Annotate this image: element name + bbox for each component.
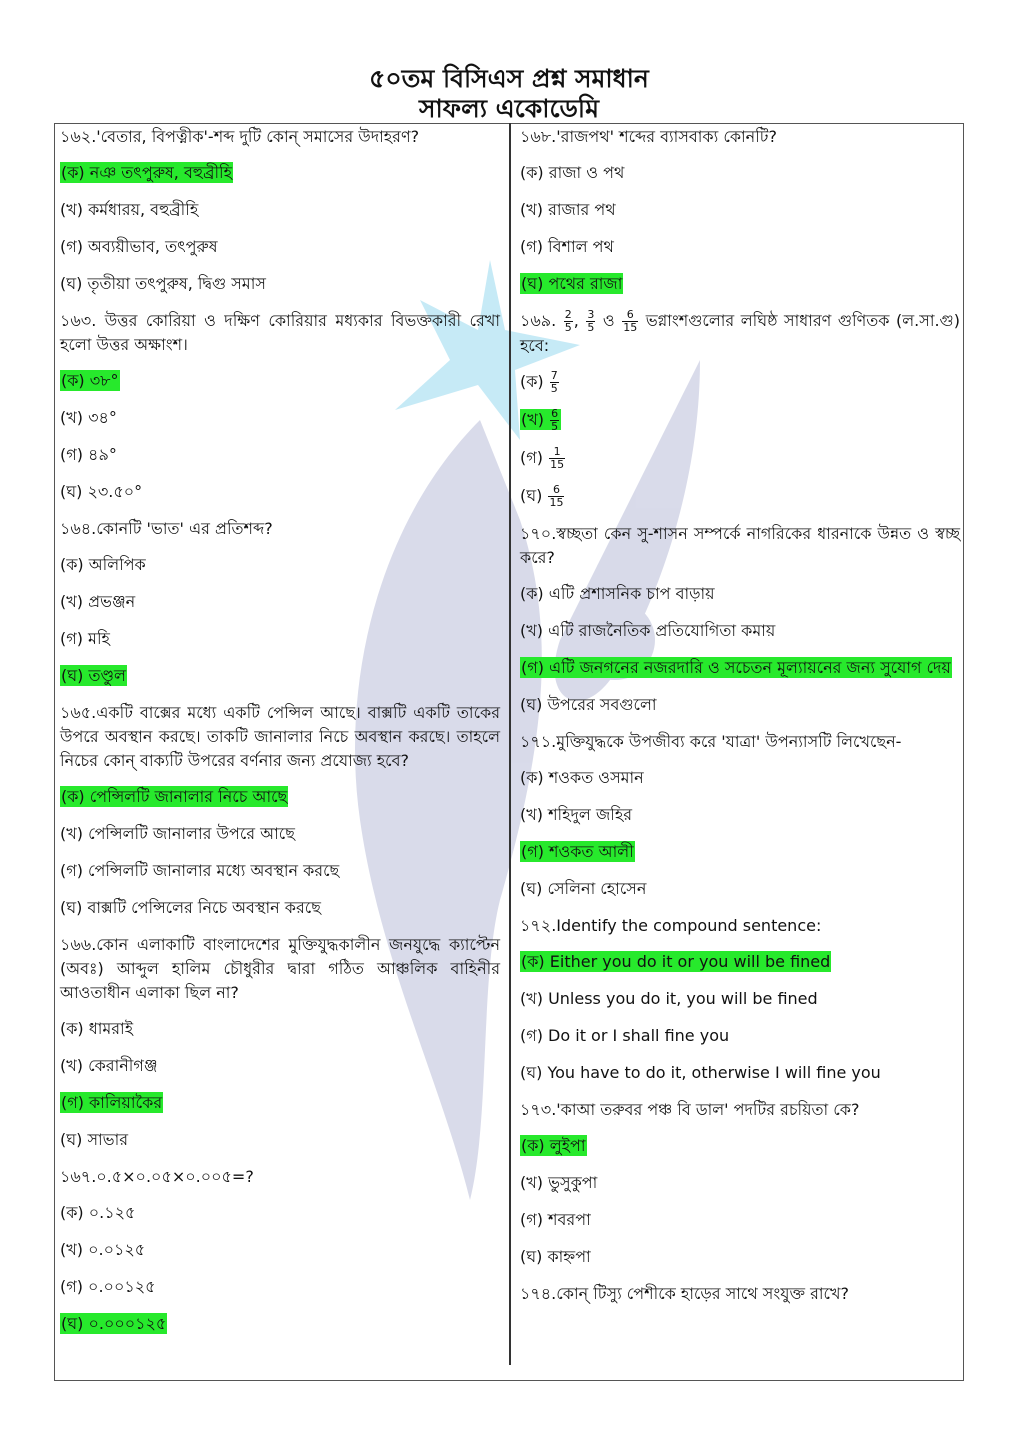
right-column [520, 125, 960, 1318]
option-167-b: (খ) ০.০১২৫ [60, 1240, 146, 1259]
option-170-a: (ক) এটি প্রশাসনিক চাপ বাড়ায় [520, 584, 715, 603]
question-170: ১৭০.স্বচ্ছতা কেন সু-শাসন সম্পর্কে নাগরিকের ধারনাকে উন্নত ও স্বচ্ছ করে? [520, 524, 960, 567]
option-169-d: (ঘ) $\frac{6}{15}$ [520, 483, 564, 509]
option-169-b: (খ) $\frac{6}{5}$ [520, 408, 960, 433]
option-170-d: (ঘ) উপরের সবগুলো [520, 695, 657, 714]
option-170-b: (খ) এটি রাজনৈতিক প্রতিযোগিতা কমায় [520, 621, 776, 640]
question-168: ১৬৮.'রাজপথ' শব্দের ব্যাসবাক্য কোনটি? [520, 127, 778, 146]
option-167-a: (ক) ০.১২৫ [60, 1203, 136, 1222]
left-column [60, 125, 500, 1349]
option-164-c: (গ) মহি [60, 629, 110, 648]
question-164: ১৬৪.কোনটি 'ভাত' এর প্রতিশব্দ? [60, 519, 273, 538]
option-165-b: (খ) পেন্সিলটি জানালার উপরে আছে [60, 824, 295, 843]
option-169-a: (ক) $\frac{7}{5}$ [520, 369, 558, 395]
option-165-c: (গ) পেন্সিলটি জানালার মধ্যে অবস্থান করছে [60, 861, 340, 880]
option-166-a: (ক) ধামরাই [60, 1019, 134, 1038]
question-169-text: ভগ্নাংশগুলোর লঘিষ্ঠ সাধারণ গুণিতক (ল.সা.গু) হবে: [520, 311, 960, 355]
option-162-c: (গ) অব্যয়ীভাব, তৎপুরুষ [60, 237, 218, 256]
option-164-b: (খ) প্রভঞ্জন [60, 592, 136, 611]
option-164-a: (ক) অলিপিক [60, 555, 146, 574]
option-164-d: (ঘ) তণ্ডুল [61, 666, 126, 685]
page-title: ৫০তম বিসিএস প্রশ্ন সমাধান [369, 64, 649, 93]
option-173-a: (ক) লুইপা [521, 1136, 586, 1155]
question-169-number: ১৬৯. [520, 311, 557, 330]
question-174: ১৭৪.কোন্ টিস্যু পেশীকে হাড়ের সাথে সংযুক্ত রাখে? [520, 1284, 849, 1303]
option-162-b: (খ) কর্মধারয়, বহুব্রীহি [60, 200, 199, 219]
question-162: ১৬২.'বেতার, বিপত্নীক'-শব্দ দুটি কোন্ সমাসের উদাহরণ? [60, 127, 420, 146]
option-163-a: (ক) ৩৮° [61, 371, 119, 390]
option-173-b: (খ) ভুসুকুপা [520, 1173, 598, 1192]
option-171-a: (ক) শওকত ওসমান [520, 768, 644, 787]
question-165: ১৬৫.একটি বাক্সের মধ্যে একটি পেন্সিল আছে। বাক্সটি একটি তাকের উপরে অবস্থান করছে। তাকটি জানালার নিচে অবস্থান করছে। তাহলে নিচের কোন্ বাক্যটি উপরের বর্ণনার জন্য প্রযোজ্য হবে? [60, 703, 500, 770]
option-165-d: (ঘ) বাক্সটি পেন্সিলের নিচে অবস্থান করছে [60, 898, 321, 917]
fraction-6-15: $\frac{6}{15}$ [623, 308, 638, 334]
question-163: ১৬৩. উত্তর কোরিয়া ও দক্ষিণ কোরিয়ার মধ্যকার বিভক্তকারী রেখা হলো উত্তর অক্ষাংশ। [60, 311, 500, 354]
option-166-b: (খ) কেরানীগঞ্জ [60, 1056, 158, 1075]
option-167-c: (গ) ০.০০১২৫ [60, 1277, 156, 1296]
option-162-d: (ঘ) তৃতীয়া তৎপুরুষ, দ্বিগু সমাস [60, 274, 266, 293]
fraction-3-5: $\frac{3}{5}$ [587, 308, 595, 334]
option-168-a: (ক) রাজা ও পথ [520, 163, 625, 182]
option-162-a: (ক) নঞ তৎপুরুষ, বহুব্রীহি [61, 163, 233, 182]
option-165-a: (ক) পেন্সিলটি জানালার নিচে আছে [61, 787, 288, 806]
option-170-c: (গ) এটি জনগনের নজরদারি ও সচেতন মূল্যায়নের জন্য সুযোগ দেয় [521, 658, 951, 677]
option-172-b: (খ) Unless you do it, you will be fined [520, 989, 818, 1008]
question-166: ১৬৬.কোন এলাকাটি বাংলাদেশের মুক্তিযুদ্ধকালীন জনযুদ্ধে ক্যাপ্টেন (অবঃ) আব্দুল হালিম চৌধুরীর দ্বারা গঠিত আঞ্চলিক বাহিনীর আওতাধীন এলাকা ছিল না? [60, 935, 500, 1002]
option-167-d: (ঘ) ০.০০০১২৫ [61, 1314, 167, 1333]
option-172-c: (গ) Do it or I shall fine you [520, 1026, 730, 1045]
option-163-c: (গ) ৪৯° [60, 445, 117, 464]
option-168-c: (গ) বিশাল পথ [520, 237, 614, 256]
option-172-a: (ক) Either you do it or you will be fined [521, 952, 831, 971]
question-172: ১৭২.Identify the compound sentence: [520, 916, 822, 935]
option-166-d: (ঘ) সাভার [60, 1130, 129, 1149]
question-173: ১৭৩.'কাআ তরুবর পঞ্চ বি ডাল' পদটির রচয়িতা কে? [520, 1100, 860, 1119]
column-divider [509, 123, 511, 1365]
fraction-2-5: $\frac{2}{5}$ [564, 308, 572, 334]
option-171-c: (গ) শওকত আলী [521, 842, 634, 861]
question-169: ১৬৯. $\frac{2}{5}$ , $\frac{3}{5}$ ও $\frac{6}{15}$ ভগ্নাংশগুলোর লঘিষ্ঠ সাধারণ গুণিতক (ল.সা.গু) হবে: [520, 308, 960, 355]
question-167: ১৬৭.০.৫×০.০৫×০.০০৫=? [60, 1167, 254, 1186]
option-166-c: (গ) কালিয়াকৈর [61, 1093, 163, 1112]
option-163-b: (খ) ৩৪° [60, 408, 117, 427]
page-subtitle: সাফল্য একোডেমি [419, 94, 599, 123]
option-168-b: (খ) রাজার পথ [520, 200, 616, 219]
option-171-b: (খ) শহিদুল জহির [520, 805, 633, 824]
option-168-d: (ঘ) পথের রাজা [521, 274, 623, 293]
option-172-d: (ঘ) You have to do it, otherwise I will fine you [520, 1063, 881, 1082]
option-171-d: (ঘ) সেলিনা হোসেন [520, 879, 647, 898]
option-173-c: (গ) শবরপা [520, 1210, 591, 1229]
option-169-c: (গ) $\frac{1}{15}$ [520, 445, 565, 471]
question-171: ১৭১.মুক্তিযুদ্ধকে উপজীব্য করে 'যাত্রা' উপন্যাসটি লিখেছেন- [520, 732, 902, 751]
option-173-d: (ঘ) কাহ্নপা [520, 1247, 591, 1266]
option-163-d: (ঘ) ২৩.৫০° [60, 482, 143, 501]
